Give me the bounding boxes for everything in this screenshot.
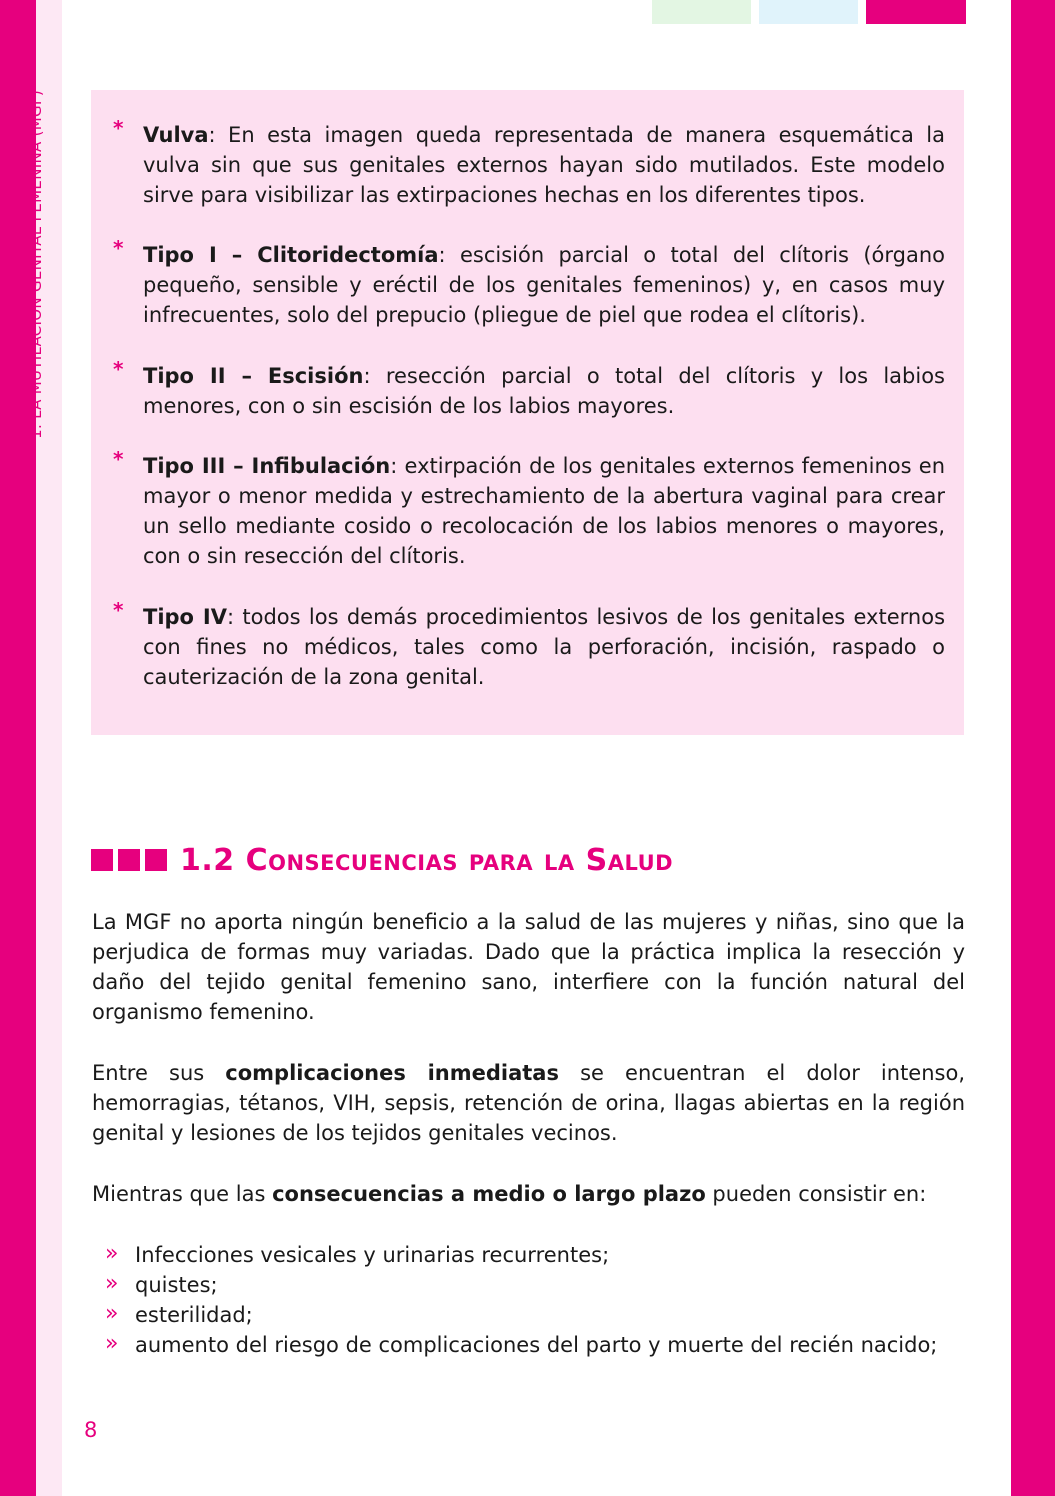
chevron-right-icon: »: [105, 1331, 119, 1356]
star-icon: *: [113, 357, 124, 381]
section-heading: [91, 840, 971, 880]
list-item: » esterilidad;: [105, 1301, 253, 1327]
section-tab-green: [652, 0, 751, 24]
paragraph-1-text: La MGF no aporta ningún beneficio a la salud de las mujeres y niñas, sino que la perjudica de formas muy variadas. Dado que la práctica implica la resección y daño del tejido genital femenino sano, interfiere con la función natural del organismo femenino.: [92, 910, 965, 1024]
type-item-vulva: [113, 116, 945, 210]
types-box: [91, 90, 964, 735]
heading-square-icon: [91, 849, 113, 871]
chevron-right-icon: »: [105, 1241, 119, 1266]
type-item-text: Vulva: En esta imagen queda representada de manera esquemática la vulva sin que sus genitales externos hayan sido mutilados. Este modelo sirve para visibilizar las extirpaciones hechas en los diferentes tipos.: [143, 123, 945, 207]
list-item: » aumento del riesgo de complicaciones del parto y muerte del recién nacido;: [105, 1331, 938, 1357]
heading-square-icon: [118, 849, 140, 871]
star-icon: *: [113, 236, 124, 260]
type-item-tipo-1: [113, 236, 945, 330]
right-color-band: [1011, 0, 1055, 1496]
type-item-tipo-3: [113, 447, 946, 571]
type-item-text: Tipo II – Escisión: resección parcial o total del clítoris y los labios menores, con o sin escisión de los labios mayores.: [143, 364, 945, 418]
type-item-text: Tipo III – Infibulación: extirpación de los genitales externos femeninos en mayor o menor medida y estrechamiento de la abertura vaginal para crear un sello mediante cosido o recolocación de los labios menores o mayores, con o sin resección del clítoris.: [143, 454, 946, 568]
star-icon: *: [113, 598, 124, 622]
heading-square-icon: [145, 849, 167, 871]
paragraph-2: Entre sus complicaciones inmediatas se encuentran el dolor intenso, hemorragias, tétanos, VIH, sepsis, retención de orina, llagas abiertas en la región genital y lesiones de los tejidos genitales vecinos.: [92, 1061, 966, 1145]
section-heading-text: 1.2 Consecuencias para la Salud: [180, 842, 674, 878]
chapter-side-label: 1. LA MUTILACIÓN GENITAL FEMENINA (MGF): [27, 90, 45, 439]
chevron-right-icon: »: [105, 1301, 119, 1326]
section-tab-blue: [759, 0, 858, 24]
list-item: » Infecciones vesicales y urinarias recurrentes;: [105, 1241, 610, 1267]
type-item-tipo-2: [113, 357, 945, 421]
star-icon: *: [113, 447, 124, 471]
type-item-text: Tipo IV: todos los demás procedimientos lesivos de los genitales externos con fines no médicos, tales como la perforación, incisión, raspado o cauterización de la zona genital.: [143, 605, 946, 689]
star-icon: *: [113, 116, 124, 140]
chevron-right-icon: »: [105, 1271, 119, 1296]
section-tab-pink: [866, 0, 966, 24]
paragraph-1: [92, 907, 965, 1027]
page-number: 8: [84, 1418, 98, 1442]
consequences-list: [105, 1240, 965, 1360]
type-item-tipo-4: [113, 598, 946, 692]
paragraph-3: Mientras que las consecuencias a medio o largo plazo pueden consistir en:: [92, 1182, 927, 1206]
type-item-text: Tipo I – Clitoridectomía: escisión parcial o total del clítoris (órgano pequeño, sensible y eréctil de los genitales femeninos) y, en casos muy infrecuentes, solo del prepucio (pliegue de piel que rodea el clítoris).: [143, 243, 945, 327]
list-item: » quistes;: [105, 1271, 218, 1297]
